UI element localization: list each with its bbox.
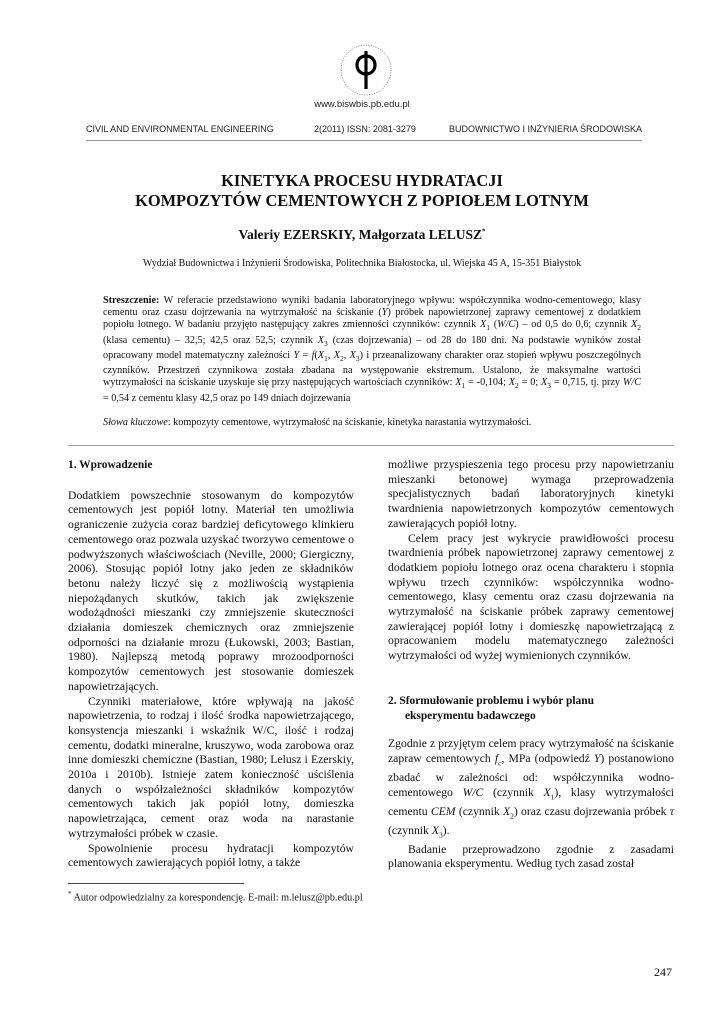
- symbol: Y: [593, 751, 601, 765]
- journal-url: www.biswbis.pb.edu.pl: [314, 99, 410, 110]
- symbol: f: [494, 751, 499, 765]
- footnote-rule: [68, 883, 244, 884]
- subscript: c: [498, 758, 502, 768]
- paragraph-text: ).: [442, 823, 450, 837]
- symbol: W/C: [622, 377, 642, 389]
- section-1-heading: 1. Wprowadzenie: [68, 459, 153, 471]
- paper-title: [60, 171, 664, 211]
- page-number: 247: [654, 965, 672, 979]
- symbol: X: [431, 823, 439, 837]
- symbol: X: [503, 804, 511, 818]
- symbol: X: [317, 334, 324, 346]
- keywords-text: : kompozyty cementowe, wytrzymałość na ściskanie, kinetyka narastania wytrzymałości.: [167, 417, 532, 428]
- abstract-text: W referacie przedstawiono wyniki badania laboratoryjnego wpływu: współczynnika wodno-cementowego, klasy cementu oraz czasu dojrzewania na wytrzymałość na ściskanie (: [103, 295, 641, 319]
- abstract-text: ) i przeanalizowany charakter oraz stopień wpływu poszczególnych czynników. Przestrzeń czynnikowa została zbadana na występowanie ekstremum. Ustalono, że maksymalne wartości wytrzymałości na ściskanie uzyskuje się przy następujących wartościach czynników:: [103, 349, 642, 389]
- subscript: 1: [324, 353, 328, 363]
- symbol: X: [631, 319, 638, 331]
- subscript: 3: [355, 353, 360, 363]
- left-column: [68, 458, 354, 871]
- paragraph-text: ), klasy wytrzymałości cementu: [388, 785, 675, 818]
- abstract-label: Streszczenie:: [103, 295, 160, 306]
- paragraph: [388, 737, 674, 843]
- abstract-text: ) próbek napowietrzonej zaprawy cementowej z dodatkiem popiołu lotnego. W badaniu przyjęto następujący zakres zmienności czynników: czynnik: [103, 307, 641, 331]
- abstract-text: ) – od 0,5 do 0,6; czynnik: [515, 319, 632, 331]
- abstract-text: (czas dojrzewania) – od 28 do 180 dni. Na podstawie wyników został opracowany model matematyczny zależności: [103, 334, 641, 361]
- header-rule: [86, 140, 642, 141]
- symbol: X: [349, 349, 356, 361]
- symbol: X: [333, 349, 340, 361]
- keywords-label: Słowa kluczowe: [103, 417, 168, 428]
- abstract-text: ,: [327, 349, 334, 361]
- paragraph: Celem pracy jest wykrycie prawidłowości procesu twardnienia próbek napowietrzonej zaprawy cementowej z dodatkiem popiołu lotnego oraz ocena charakteru i stopnia wpływu trzech czynników: współczynnika wodno-cementowego, klasy cementu oraz czasu dojrzewania na wytrzymałość na ściskanie próbek zaprawy cementowej zawierającej popiół lotny i domieszkę napowietrzającą z opracowaniem modelu matematycznego zależności wytrzymałości od wyżej wymienionych czynników.: [388, 531, 674, 663]
- subscript: 3: [438, 830, 443, 840]
- subscript: 3: [324, 338, 328, 348]
- paragraph-text: (czynnik: [388, 823, 432, 837]
- affiliation: Wydział Budownictwa i Inżynierii Środowiska, Politechnika Białostocka, ul. Wiejska 45 A, 15-351 Białystok: [142, 258, 582, 269]
- symbol: X: [480, 319, 487, 331]
- footnote-text: Autor odpowiedzialny za korespondencję. E-mail: m.lelusz@pb.edu.pl: [71, 892, 363, 904]
- abstract-text: (: [493, 319, 498, 331]
- keywords: [103, 417, 641, 429]
- authors: [60, 227, 664, 243]
- abstract-rule: [68, 445, 674, 446]
- symbol: X: [317, 349, 325, 361]
- paragraph-text: (czynnik: [483, 785, 544, 799]
- paragraph-text: ) oraz czasu dojrzewania próbek: [513, 804, 670, 818]
- abstract-text: = 0;: [518, 377, 542, 389]
- paragraph-text: (czynnik: [455, 804, 503, 818]
- symbol: X: [543, 785, 551, 799]
- subscript: 1: [461, 381, 466, 391]
- symbol: CEM: [430, 804, 456, 818]
- author-footnote-mark: *: [482, 227, 486, 236]
- symbol: W/C: [497, 319, 516, 331]
- journal-issue: 2(2011) ISSN: 2081-3279: [314, 124, 416, 134]
- paragraph: Badanie przeprowadzono zgodnie z zasadami planowania eksperymentu. Według tych zasad został: [388, 842, 674, 871]
- symbol: Y: [293, 349, 300, 361]
- subscript: 3: [547, 381, 552, 391]
- paragraph: Dodatkiem powszechnie stosowanym do kompozytów cementowych jest popiół lotny. Materiał ten umożliwia ograniczenie zużycia coraz bardziej deficytowego klinkieru cementowego oraz pozwala uzyskać tworzywo cementowe o podwyższonych właściwościach (Neville, 2000; Giergiczny, 2006). Stosując popiół lotny jako jeden ze składników betonu należy liczyć się z możliwością wystąpienia niepożądanych skutków, takich jak zwiększenie wodożądności mieszanki czy zmniejszenie skuteczności działania domieszek chemicznych oraz zmniejszenie odporności na działanie mrozu (Łukowski, 2003; Bastian, 1980). Najlepszą metodą poprawy mrozoodporności kompozytów cementowych jest stosowanie domieszek napowietrzających.: [68, 488, 354, 693]
- title-line-2: KOMPOZYTÓW CEMENTOWYCH Z POPIOŁEM LOTNYM: [135, 191, 589, 210]
- section-2-heading-line-2: eksperymentu badawczego: [405, 709, 536, 722]
- abstract-text: = 0,54 z cementu klasy 42,5 oraz po 149 dniach dojrzewania: [103, 392, 351, 404]
- paragraph: Czynniki materiałowe, które wpływają na jakość napowietrzenia, to rodzaj i ilość środka napowietrzającego, konsystencja mieszanki i wskaźnik W/C, ilość i rodzaj cementu, dodatki mineralne, kruszywo, woda zarobowa oraz inne domieszki chemiczne (Bastian, 1980; Lelusz i Ezerskiy, 2010a i 2010b). Istnieje zatem konieczność uściślenia danych o współzależności składników kompozytów cementowych takich jak popiół lotny, domieszka napowietrzająca, cement oraz woda na narastanie wytrzymałości próbek w czasie.: [68, 694, 354, 840]
- footnote: [68, 890, 628, 903]
- abstract: Streszczenie: W referacie przedstawiono wyniki badania laboratoryjnego wpływu: współczynnika wodno-cementowego, klasy cementu oraz czasu dojrzewania na wytrzymałość na ściskanie (Y) próbek napowietrzonej zaprawy cementowej z dodatkiem popiołu lotnego. W badaniu przyjęto następujący zakres zmienności czynników: czynnik $X_1$ (W/C) – od 0,5 do 0,6; czynnik $X_2$ (klasa cementu) – 32,5; 42,5 oraz 52,5; czynnik $X_3$ (czas dojrzewania) – od 28 do 180 dni. Na podstawie wyników został opracowany model matematyczny zależności $Y = f(X_1$, $X_2$, $X_3$) i przeanalizowany charakter oraz stopień wpływu poszczególnych czynników. Przestrzeń czynnikowa została zbadana na występowanie ekstremum. Ustalono, że maksymalne wartości wytrzymałości na ściskanie uzyskuje się przy następujących wartościach czynników: $X_1 = -0,104$; $X_2 = 0$; $X_3 = 0,715$, tj. przy W/C = 0,54 z cementu klasy 42,5 oraz po 149 dniach dojrzewania: [103, 295, 642, 404]
- section-2-heading: [388, 694, 674, 723]
- paragraph: Spowolnienie procesu hydratacji kompozytów cementowych zawierających popiół lotny, a także: [68, 841, 354, 870]
- paragraph-text: , MPa (odpowiedź: [501, 751, 594, 765]
- subscript: 2: [637, 323, 641, 333]
- journal-line: [86, 124, 642, 138]
- symbol: W/C: [462, 785, 484, 799]
- author-names: Valeriy EZERSKIY, Małgorzata LELUSZ: [238, 227, 483, 242]
- subscript: 1: [486, 323, 490, 333]
- symbol: τ: [669, 804, 674, 818]
- subscript: 1: [550, 792, 555, 802]
- footnote-mark: *: [68, 890, 72, 898]
- journal-name-pl: BUDOWNICTWO I INŻYNIERIA ŚRODOWISKA: [448, 124, 642, 134]
- paragraph-text: ) postanowiono zbadać w zależności od: współczynnika wodno-cementowego: [388, 751, 674, 799]
- abstract-text: = 0,715, tj. przy: [551, 377, 623, 389]
- paragraph: możliwe przyspieszenia tego procesu przy napowietrzaniu mieszanki betonowej wymaga przeprowadzenia specjalistycznych badań laboratoryjnych kinetyki twardnienia napowietrzonych kompozytów cementowych zawierających popiół lotny.: [388, 458, 674, 530]
- symbol: X: [455, 377, 462, 389]
- section-2-heading-line-1: 2. Sformułowanie problemu i wybór planu: [388, 694, 594, 707]
- paragraph-text: Zgodnie z przyjętym celem pracy wytrzymałość na ściskanie zapraw cementowych: [388, 737, 674, 765]
- symbol: X: [541, 377, 548, 389]
- abstract-text: = -0,104;: [465, 377, 509, 389]
- subscript: 2: [515, 381, 519, 391]
- subscript: 2: [510, 811, 514, 821]
- title-line-1: KINETYKA PROCESU HYDRATACJI: [221, 171, 503, 190]
- journal-name-en: CIVIL AND ENVIRONMENTAL ENGINEERING: [86, 124, 274, 134]
- symbol: f: [311, 349, 315, 361]
- abstract-text: (klasa cementu) – 32,5; 42,5 oraz 52,5; czynnik: [103, 334, 318, 346]
- subscript: 2: [339, 353, 344, 363]
- symbol: Y: [381, 307, 388, 319]
- right-column: [388, 458, 674, 872]
- symbol: X: [508, 377, 515, 389]
- university-logo: [338, 42, 394, 98]
- abstract-text: ,: [343, 349, 350, 361]
